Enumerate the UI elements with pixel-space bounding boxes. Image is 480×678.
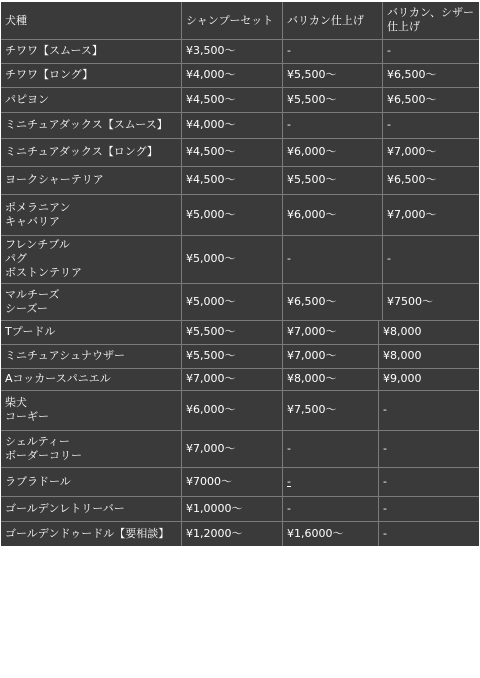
table-row [1, 283, 479, 321]
breed-cell: ラブラドール [1, 467, 182, 496]
shampoo-price: ¥1,2000〜 [182, 521, 283, 546]
shampoo-price: ¥5,500〜 [182, 320, 283, 344]
breed-cell: ゴールデンレトリーバー [1, 496, 182, 521]
scissor-price: - [387, 118, 391, 131]
scissor-price: ¥8,000 [383, 325, 422, 338]
table-row [1, 138, 479, 167]
scissor-price: - [387, 44, 391, 57]
clipper-price: - [283, 467, 379, 496]
breed-cell: チワワ【ロング】 [1, 63, 182, 87]
clipper-price: - [283, 496, 379, 521]
shampoo-price: ¥7,000〜 [182, 430, 283, 467]
breed-cell: チワワ【スムース】 [1, 39, 182, 63]
table-row [1, 430, 479, 468]
table-row [1, 390, 479, 431]
clipper-price: - [283, 39, 383, 63]
breed-cell: Aコッカースパニエル [1, 368, 182, 390]
scissor-price: ¥6,500〜 [387, 173, 437, 186]
clipper-price: - [283, 430, 379, 467]
clipper-price: ¥1,6000〜 [283, 521, 379, 546]
shampoo-price: ¥4,000〜 [182, 112, 283, 138]
scissor-price: - [383, 441, 387, 455]
clipper-price: ¥5,500〜 [283, 166, 383, 194]
scissor-price: - [387, 252, 391, 265]
clipper-price: ¥6,000〜 [283, 194, 383, 235]
breed-cell: 柴犬 コーギー [1, 390, 182, 430]
breed-cell: ミニチュアダックス【ロング】 [1, 138, 182, 166]
shampoo-price: ¥3,500〜 [182, 39, 283, 63]
scissor-price: ¥6,500〜 [387, 68, 437, 81]
table-row [1, 320, 479, 345]
shampoo-price: ¥5,500〜 [182, 344, 283, 368]
shampoo-price: ¥4,500〜 [182, 166, 283, 194]
breed-cell: ミニチュアシュナウザー [1, 344, 182, 368]
shampoo-price: ¥7000〜 [182, 467, 283, 496]
breed-cell: フレンチブル パグ ボストンテリア [1, 235, 182, 283]
shampoo-price: ¥7,000〜 [182, 368, 283, 390]
header-breed: 犬種 [1, 2, 182, 39]
table-row [1, 63, 479, 88]
shampoo-price: ¥6,000〜 [182, 390, 283, 430]
breed-cell: シェルティー ボーダーコリー [1, 430, 182, 467]
clipper-price: - [283, 235, 383, 283]
scissor-price: ¥9,000 [383, 372, 422, 385]
breed-cell: ポメラニアン キャバリア [1, 194, 182, 235]
breed-cell: ゴールデンドゥードル【要相談】 [1, 521, 182, 546]
scissor-price: ¥7500〜 [387, 294, 433, 308]
table-row [1, 112, 479, 139]
scissor-price: ¥6,500〜 [387, 92, 437, 106]
table-row [1, 194, 479, 236]
shampoo-price: ¥4,000〜 [182, 63, 283, 87]
breed-cell: パピヨン [1, 87, 182, 112]
shampoo-price: ¥5,000〜 [182, 194, 283, 235]
table-row [1, 496, 479, 522]
clipper-price: ¥5,500〜 [283, 63, 383, 87]
table-row [1, 368, 479, 391]
clipper-price: ¥7,000〜 [283, 320, 379, 344]
clipper-price: ¥6,000〜 [283, 138, 383, 166]
header-shampoo-set: シャンプーセット [182, 2, 283, 39]
breed-cell: ミニチュアダックス【スムース】 [1, 112, 182, 138]
header-clipper-finish: バリカン仕上げ [283, 2, 383, 39]
clipper-price: ¥6,500〜 [283, 283, 383, 320]
clipper-price: ¥5,500〜 [283, 87, 383, 112]
table-header [1, 2, 479, 40]
scissor-price: - [383, 474, 387, 488]
clipper-price: ¥7,000〜 [283, 344, 379, 368]
shampoo-price: ¥5,000〜 [182, 283, 283, 320]
scissor-price: ¥7,000〜 [387, 207, 437, 221]
table-row [1, 344, 479, 369]
clipper-price: ¥8,000〜 [283, 368, 379, 390]
scissor-price: ¥7,000〜 [387, 145, 437, 158]
table-row [1, 235, 479, 284]
header-clipper-scissor-finish: バリカン、シザー 仕上げ [387, 6, 475, 33]
scissor-price: ¥8,000 [383, 349, 422, 362]
table-row [1, 521, 479, 546]
breed-cell: Tプードル [1, 320, 182, 344]
scissor-price: - [383, 501, 387, 515]
scissor-price: - [383, 403, 387, 416]
price-table [1, 2, 479, 546]
shampoo-price: ¥4,500〜 [182, 138, 283, 166]
table-row [1, 467, 479, 497]
breed-cell: ヨークシャーテリア [1, 166, 182, 194]
shampoo-price: ¥4,500〜 [182, 87, 283, 112]
clipper-price: ¥7,500〜 [283, 390, 379, 430]
clipper-price: - [283, 112, 383, 138]
shampoo-price: ¥1,0000〜 [182, 496, 283, 521]
scissor-price: - [383, 526, 387, 540]
table-row [1, 166, 479, 195]
table-row [1, 39, 479, 64]
table-row [1, 87, 479, 113]
breed-cell: マルチーズ シーズー [1, 283, 182, 320]
shampoo-price: ¥5,000〜 [182, 235, 283, 283]
